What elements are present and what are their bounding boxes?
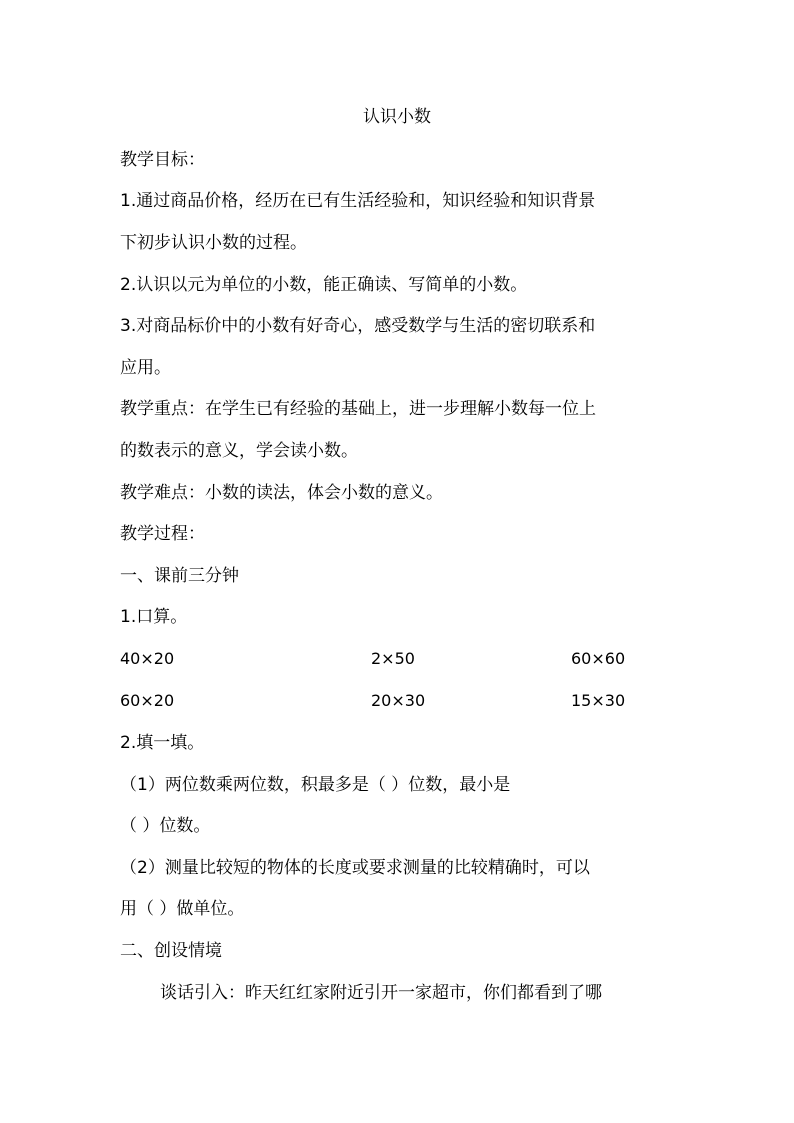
paragraph-line: 1.口算。 <box>120 607 188 627</box>
paragraph-line: 2.填一填。 <box>120 733 205 753</box>
paragraph-line: 用（ ）做单位。 <box>120 899 245 919</box>
paragraph-line: 2.认识以元为单位的小数，能正确读、写简单的小数。 <box>120 275 528 295</box>
paragraph-line: （ ）位数。 <box>120 816 211 836</box>
paragraph-line: 的数表示的意义，学会读小数。 <box>120 441 358 461</box>
document-title: 认识小数 <box>363 107 431 127</box>
paragraph-line: 1.通过商品价格，经历在已有生活经验和，知识经验和知识背景 <box>120 191 596 211</box>
calc-item: 20×30 <box>371 691 426 710</box>
paragraph-line: 下初步认识小数的过程。 <box>120 233 307 253</box>
section-heading: 二、创设情境 <box>120 941 222 961</box>
calc-item: 2×50 <box>371 649 415 668</box>
paragraph-line: （1）两位数乘两位数，积最多是（ ）位数，最小是 <box>120 775 511 795</box>
paragraph-line: 应用。 <box>120 358 171 378</box>
paragraph-line: 教学重点：在学生已有经验的基础上，进一步理解小数每一位上 <box>120 399 596 419</box>
calc-item: 15×30 <box>571 691 626 710</box>
calc-item: 60×60 <box>571 649 626 668</box>
paragraph-line: （2）测量比较短的物体的长度或要求测量的比较精确时，可以 <box>120 858 590 878</box>
section-heading-objectives: 教学目标： <box>120 150 205 170</box>
paragraph-line: 3.对商品标价中的小数有好奇心，感受数学与生活的密切联系和 <box>120 316 596 336</box>
calc-item: 40×20 <box>120 649 175 668</box>
section-heading: 一、课前三分钟 <box>120 566 239 586</box>
calc-item: 60×20 <box>120 691 175 710</box>
paragraph-line: 谈话引入：昨天红红家附近引开一家超市，你们都看到了哪 <box>160 983 602 1003</box>
section-heading-process: 教学过程： <box>120 524 205 544</box>
paragraph-line: 教学难点：小数的读法，体会小数的意义。 <box>120 483 443 503</box>
